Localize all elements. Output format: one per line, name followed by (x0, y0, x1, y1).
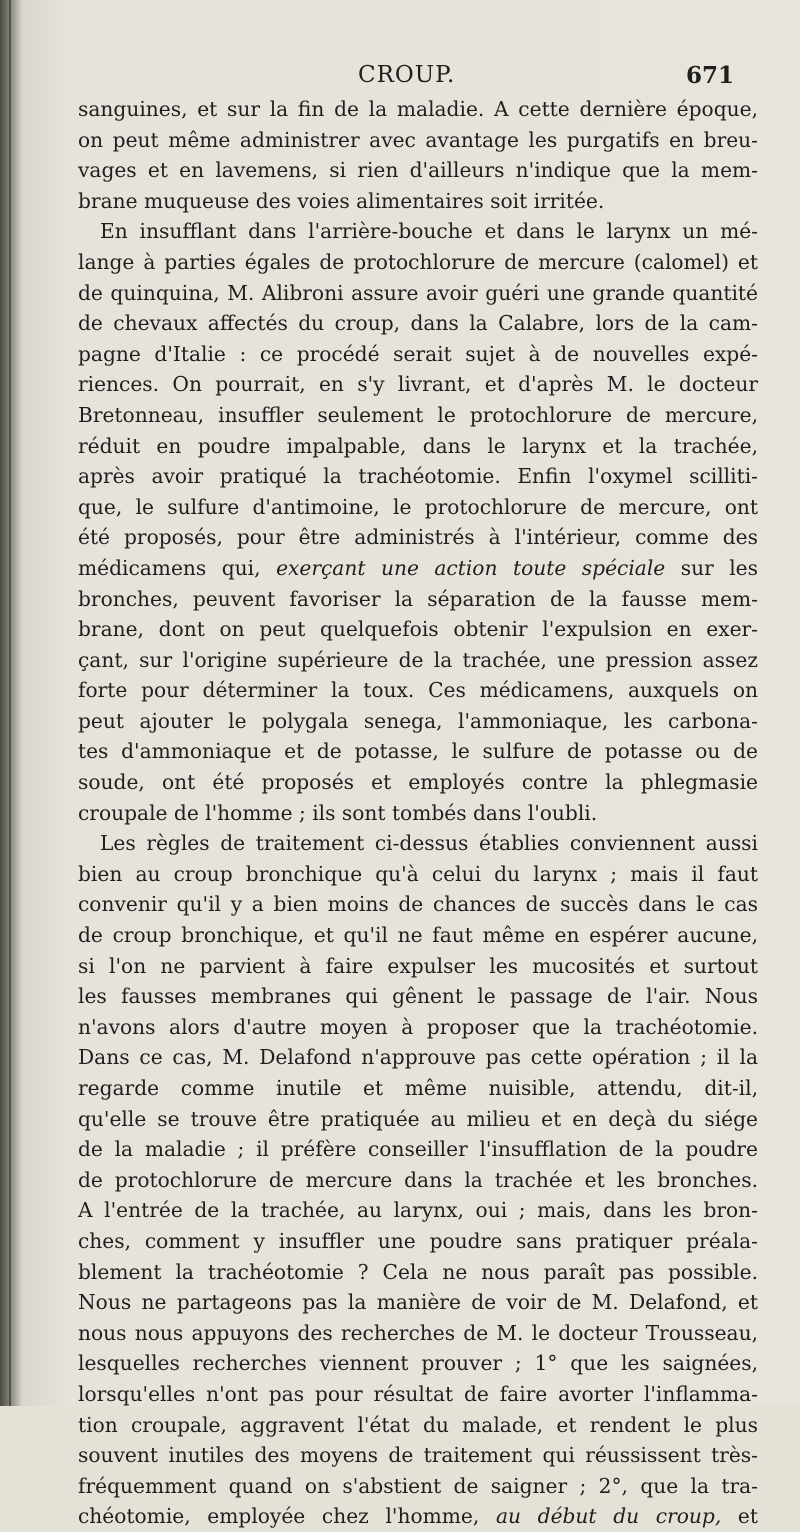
text-line: les fausses membranes qui gênent le passage de l'air. Nous (78, 984, 758, 1009)
text-line: Nous ne partageons pas la manière de voir de M. Delafond, et (78, 1290, 758, 1315)
text-line: forte pour déterminer la toux. Ces médicamens, auxquels on (78, 678, 758, 703)
text-line (78, 1501, 758, 1532)
text-line: si l'on ne parvient à faire expulser les mucosités et surtout (78, 953, 758, 978)
text-line: on peut même administrer avec avantage les purgatifs en breu- (78, 127, 758, 152)
text-line: regarde comme inutile et même nuisible, attendu, dit-il, (78, 1076, 758, 1100)
text-line: A l'entrée de la trachée, au larynx, oui ; mais, dans les bron- (78, 1198, 758, 1223)
text-segment: sur les (665, 555, 758, 580)
text-line: n'avons alors d'autre moyen à proposer que la trachéotomie. (78, 1014, 758, 1039)
text-line: été proposés, pour être administrés à l'intérieur, comme des (78, 525, 758, 550)
text-line: bronches, peuvent favoriser la séparation de la fausse mem- (78, 586, 758, 611)
text-line: bien au croup bronchique qu'à celui du larynx ; mais il faut (78, 861, 758, 886)
text-line (78, 553, 758, 584)
page-header (22, 62, 800, 98)
text-line: nous nous appuyons des recherches de M. le docteur Trousseau, (78, 1320, 758, 1345)
text-segment: chéotomie, employée chez l'homme, (78, 1504, 496, 1529)
text-line: brane muqueuse des voies alimentaires soit irritée. (78, 188, 605, 213)
text-line: riences. On pourrait, en s'y livrant, et d'après M. le docteur (78, 372, 758, 397)
gutter-line (9, 0, 11, 1406)
text-line: convenir qu'il y a bien moins de chances de succès dans le cas (78, 892, 758, 917)
book-spine-shadow (0, 0, 22, 1406)
text-line: sanguines, et sur la fin de la maladie. A cette dernière époque, (78, 97, 758, 121)
text-line: de la maladie ; il préfère conseiller l'insufflation de la poudre (78, 1137, 758, 1162)
text-segment: et (721, 1504, 758, 1529)
text-line: peut ajouter le polygala senega, l'ammoniaque, les carbona- (78, 708, 758, 733)
text-line: lorsqu'elles n'ont pas pour résultat de faire avorter l'inflamma- (78, 1381, 758, 1406)
text-line: ches, comment y insuffler une poudre sans pratiquer préala- (78, 1228, 758, 1253)
text-line: lange à parties égales de protochlorure de mercure (calomel) et (78, 249, 758, 274)
text-line: blement la trachéotomie ? Cela ne nous paraît pas possible. (78, 1259, 758, 1284)
text-line: de chevaux affectés du croup, dans la Calabre, lors de la cam- (78, 311, 758, 336)
body-text (78, 94, 758, 1532)
text-segment: médicamens qui, (78, 555, 277, 580)
text-line: fréquemment quand on s'abstient de saigner ; 2°, que la tra- (78, 1473, 758, 1498)
text-line: En insufflant dans l'arrière-bouche et dans le larynx un mé- (100, 219, 758, 244)
book-page (22, 0, 800, 1529)
text-line: réduit en poudre impalpable, dans le larynx et la trachée, (78, 433, 758, 458)
running-title: CROUP. (358, 62, 456, 88)
text-line: de croup bronchique, et qu'il ne faut même en espérer aucune, (78, 923, 758, 948)
text-line: après avoir pratiqué la trachéotomie. Enfin l'oxymel scilliti- (78, 464, 758, 489)
text-line: vages et en lavemens, si rien d'ailleurs n'indique que la mem- (78, 158, 758, 183)
text-line: croupale de l'homme ; ils sont tombés dans l'oubli. (78, 800, 598, 825)
text-line: souvent inutiles des moyens de traitement qui réussissent très- (78, 1443, 758, 1468)
text-line: de protochlorure de mercure dans la trachée et les bronches. (78, 1167, 758, 1192)
text-line: tion croupale, aggravent l'état du malade, et rendent le plus (78, 1412, 758, 1437)
text-line: tes d'ammoniaque et de potasse, le sulfure de potasse ou de (78, 739, 758, 764)
text-line: de quinquina, M. Alibroni assure avoir guéri une grande quantité (78, 280, 758, 305)
page-number: 671 (686, 62, 735, 89)
text-line: Bretonneau, insuffler seulement le protochlorure de mercure, (78, 402, 758, 427)
text-line: brane, dont on peut quelquefois obtenir l'expulsion en exer- (78, 617, 758, 642)
text-line: qu'elle se trouve être pratiquée au milieu et en deçà du siége (78, 1106, 758, 1131)
text-line: que, le sulfure d'antimoine, le protochlorure de mercure, ont (78, 494, 758, 519)
text-line: çant, sur l'origine supérieure de la trachée, une pression assez (78, 647, 758, 672)
text-line: Dans ce cas, M. Delafond n'approuve pas cette opération ; il la (78, 1045, 758, 1070)
text-line: soude, ont été proposés et employés contre la phlegmasie (78, 770, 758, 795)
text-line: pagne d'Italie : ce procédé serait sujet à de nouvelles expé- (78, 341, 758, 366)
italic-phrase: au début du croup, (495, 1504, 722, 1529)
text-line: Les règles de traitement ci-dessus établies conviennent aussi (100, 831, 758, 856)
text-line: lesquelles recherches viennent prouver ; 1° que les saignées, (78, 1351, 758, 1376)
italic-phrase: exerçant une action toute spéciale (276, 555, 666, 580)
